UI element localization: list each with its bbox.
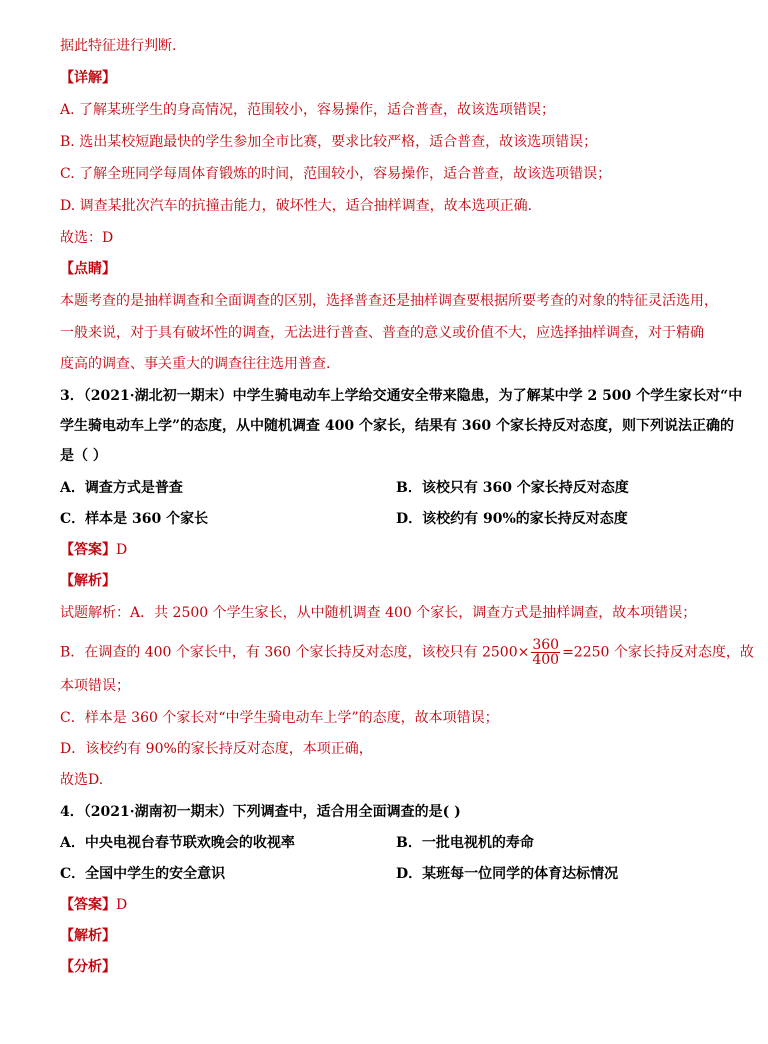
- question-3-stem: 学生骑电动车上学”的态度，从中随机调查 400 个家长，结果有 360 个家长持反对态度，则下列说法正确的: [60, 418, 734, 434]
- question-3-stem: 是（ ）: [60, 448, 107, 464]
- option-d: D．该校约有 90%的家长持反对态度: [396, 511, 628, 527]
- fraction-denominator: 400: [532, 652, 560, 668]
- text-line: D. 调查某批次汽车的抗撞击能力，破坏性大，适合抽样调查，故本选项正确.: [60, 198, 533, 214]
- text-line: D．该校约有 90%的家长持反对态度，本项正确，: [60, 741, 373, 757]
- option-d: D．某班每一位同学的体育达标情况: [396, 866, 619, 882]
- text-segment: =2250 个家长持反对态度，故: [562, 644, 754, 661]
- text-line-with-fraction: [60, 638, 754, 667]
- option-row: [60, 833, 534, 853]
- question-3-stem: 3．（2021·湖北初一期末）中学生骑电动车上学给交通安全带来隐患，为了解某中学 2 500 个学生家长对“中: [60, 388, 743, 404]
- option-b: B．该校只有 360 个家长持反对态度: [396, 480, 629, 496]
- text-line: 一般来说，对于具有破坏性的调查，无法进行普查、普查的意义或价值不大，应选择抽样调查，对于精确: [60, 325, 704, 341]
- text-line: 度高的调查、事关重大的调查往往选用普查.: [60, 356, 331, 372]
- section-heading-detail: 【详解】: [60, 70, 116, 86]
- fraction: [531, 638, 560, 667]
- section-heading-analysis: 【解析】: [60, 573, 116, 589]
- answer-line: [60, 895, 127, 915]
- text-line: C. 了解全班同学每周体育锻炼的时间，范围较小，容易操作，适合普查，故该选项错误；: [60, 166, 612, 182]
- option-a: A．调查方式是普查: [60, 480, 183, 496]
- text-line: B. 选出某校短跑最快的学生参加全市比赛，要求比较严格，适合普查，故该选项错误；: [60, 134, 598, 150]
- option-row: [60, 509, 628, 529]
- answer-value: D: [116, 897, 128, 913]
- answer-line: [60, 540, 127, 560]
- text-line: A. 了解某班学生的身高情况，范围较小，容易操作，适合普查，故该选项错误；: [60, 102, 556, 118]
- text-line: 故选D.: [60, 772, 104, 788]
- option-row: [60, 864, 619, 884]
- option-b: B．一批电视机的寿命: [396, 835, 534, 851]
- fraction-numerator: 360: [532, 637, 560, 653]
- text-line: 本项错误；: [60, 678, 130, 694]
- option-a: A．中央电视台春节联欢晚会的收视率: [60, 835, 295, 851]
- section-heading-breakdown: 【分析】: [60, 959, 116, 975]
- text-line: 试题解析：A．共 2500 个学生家长，从中随机调查 400 个家长，调查方式是抽样调查，故本项错误；: [60, 605, 697, 621]
- text-segment: B．在调查的 400 个家长中，有 360 个家长持反对态度，该校只有 2500×: [60, 644, 530, 661]
- answer-value: D: [116, 542, 128, 558]
- option-row: [60, 478, 629, 498]
- answer-label: 【答案】: [60, 897, 116, 913]
- text-line: 本题考查的是抽样调查和全面调查的区别，选择普查还是抽样调查要根据所要考查的对象的特征灵活选用，: [60, 293, 718, 309]
- option-c: C．全国中学生的安全意识: [60, 866, 226, 882]
- option-c: C．样本是 360 个家长: [60, 511, 209, 527]
- section-heading-analysis: 【解析】: [60, 928, 116, 944]
- question-4-stem: 4．（2021·湖南初一期末）下列调查中，适合用全面调查的是( ): [60, 804, 461, 820]
- answer-label: 【答案】: [60, 542, 116, 558]
- text-line: 故选：D: [60, 230, 114, 246]
- text-line: 据此特征进行判断.: [60, 38, 177, 54]
- section-heading-comment: 【点睛】: [60, 261, 116, 277]
- text-line: C．样本是 360 个家长对“中学生骑电动车上学”的态度，故本项错误；: [60, 710, 499, 726]
